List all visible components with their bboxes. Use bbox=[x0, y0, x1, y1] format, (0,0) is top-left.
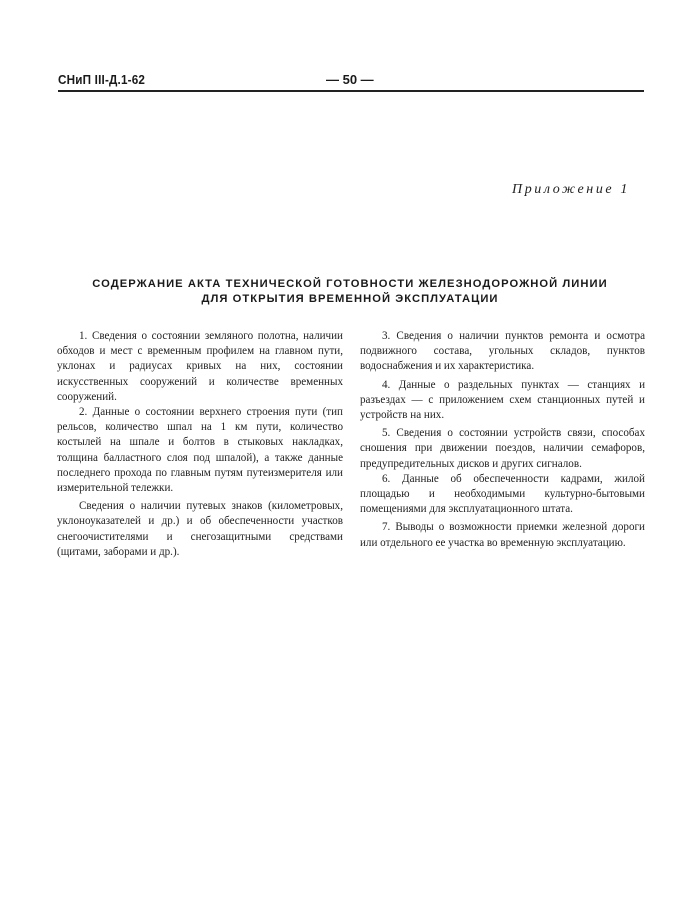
paragraph-2: 2. Данные о состоянии верхнего строения пути (тип рельсов, количество шпал на 1 км пути, количество костылей на шпале и болтов в стыковых накладках, толщина балластного слоя под шпалой), а также данные последнего прохода по главным путям путеизмерителя или измерительной тележки. bbox=[57, 406, 343, 495]
paragraph-1: 1. Сведения о состоянии земляного полотна, наличии обходов и мест с временным профилем на главном пути, уклонах и радиусах кривых на них, состоянии искусственных сооружений и количестве временных сооружений. bbox=[57, 330, 343, 403]
paragraph-6: 6. Данные об обеспеченности кадрами, жилой площадью и необходимыми культурно-бытовыми помещениями для эксплуатационного штата. bbox=[360, 472, 645, 516]
paragraph-2-continued: Сведения о наличии путевых знаков (километровых, уклоноуказателей и др.) и об обеспеченности участков снегоочистителями и снегозащитными средствами (щитами, заборами и др.). bbox=[57, 500, 343, 558]
page-number: — 50 — bbox=[326, 72, 374, 87]
header-divider bbox=[58, 90, 644, 92]
appendix-label: Приложение 1 bbox=[512, 182, 630, 197]
paragraph-4: 4. Данные о раздельных пунктах — станциях и разъездах — с приложением схем станционных путей и устройств на них. bbox=[360, 378, 645, 422]
page-header bbox=[58, 72, 644, 92]
document-code: СНиП III-Д.1-62 bbox=[58, 72, 146, 87]
section-title-line-1: СОДЕРЖАНИЕ АКТА ТЕХНИЧЕСКОЙ ГОТОВНОСТИ ЖЕЛЕЗНОДОРОЖНОЙ ЛИНИИ bbox=[92, 278, 608, 290]
right-column bbox=[360, 329, 645, 551]
left-column bbox=[57, 329, 343, 560]
section-title bbox=[60, 277, 640, 306]
section-title-line-2: ДЛЯ ОТКРЫТИЯ ВРЕМЕННОЙ ЭКСПЛУАТАЦИИ bbox=[201, 292, 499, 305]
paragraph-7: 7. Выводы о возможности приемки железной дороги или отдельного ее участка во временную эксплуатацию. bbox=[360, 521, 645, 549]
paragraph-5: 5. Сведения о состоянии устройств связи, способах сношения при движении поездов, наличии семафоров, предупредительных дисков и других сигналов. bbox=[360, 427, 645, 470]
paragraph-3: 3. Сведения о наличии пунктов ремонта и осмотра подвижного состава, угольных складов, пунктов водоснабжения и их характеристика. bbox=[360, 330, 645, 373]
